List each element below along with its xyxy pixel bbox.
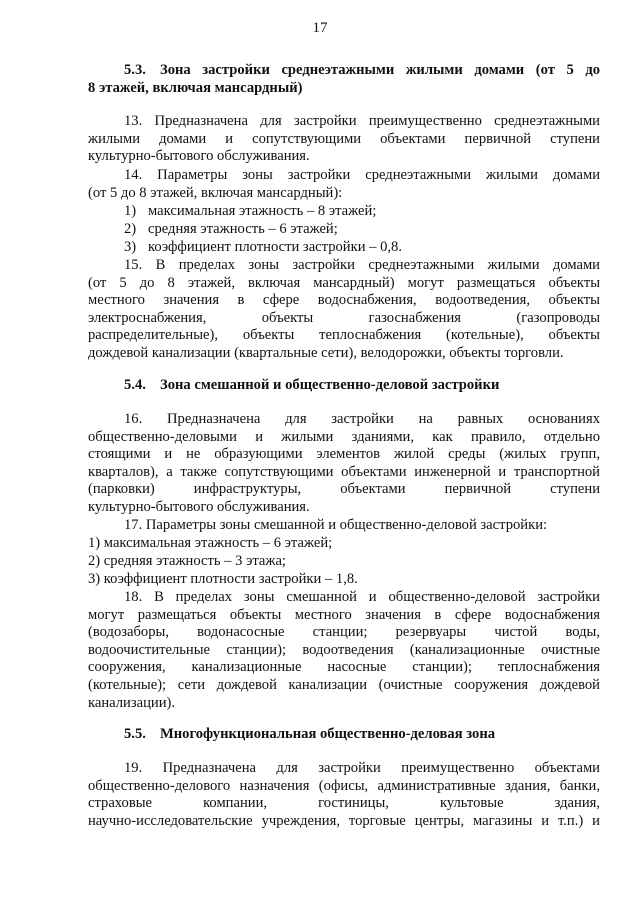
section-5-4-heading [88,377,600,395]
list-item: 2) средняя этажность – 6 этажей; [124,221,338,237]
page-number: 17 [312,20,328,36]
paragraph-13: 13. Предназначена для застройки преимущественно среднеэтажными жилыми домами и сопутствующими объектами первичной ступени культурно-бытового обслуживания. [88,113,600,165]
list-item: 2) средняя этажность – 3 этажа; [88,553,286,569]
section-number: 5.3. [124,62,146,78]
section-5-3-title-line-2: 8 этажей, включая мансардный) [88,79,303,96]
section-5-4-title: Зона смешанной и общественно-деловой застройки [160,377,500,393]
paragraph-17: 17. Параметры зоны смешанной и общественно-деловой застройки: [124,517,548,533]
section-number: 5.5. [124,726,146,742]
section-5-3-title-line-1: 5.3. Зона застройки среднеэтажными жилыми домами (от 5 до [124,62,600,78]
list-item: 3) коэффициент плотности застройки – 1,8. [88,571,358,587]
paragraph-18: 18. В пределах зоны смешанной и общественно-деловой застройки могут размещаться объекты местного значения в сфере водоснабжения (водозаборы, водонасосные станции; резервуары чистой воды, водоочистительные станции); водоотведения (канализационные очистные сооружения, канализационные насосные станции); теплоснабжения (котельные); сети дождевой канализации (очистные сооружения дождевой канализации). [88,589,600,711]
paragraph-16: 16. Предназначена для застройки на равных основаниях общественно-деловыми и жилыми зданиями, как правило, отдельно стоящими и не образующими элементов жилой среды (жилых групп, кварталов), а также сопутствующими объектами инженерной и транспортной (парковки) инфраструктуры, объектами первичной ступени культурно-бытового обслуживания. [88,411,600,515]
list-item: 3) коэффициент плотности застройки – 0,8. [124,239,402,255]
section-number: 5.4. [124,377,146,393]
section-5-3-heading [88,62,600,97]
paragraph-14: 14. Параметры зоны застройки среднеэтажными жилыми домами (от 5 до 8 этажей, включая мансардный): [88,167,600,201]
list-item: 1) максимальная этажность – 8 этажей; [124,203,377,219]
paragraph-15: 15. В пределах зоны застройки среднеэтажными жилыми домами (от 5 до 8 этажей, включая мансардный) могут размещаться объекты местного значения в сфере водоснабжения, водоотведения, объекты электроснабжения, объекты газоснабжения (газопроводы распределительные), объекты теплоснабжения (котельные), объекты дождевой канализации (квартальные сети), велодорожки, объекты торговли. [88,257,600,361]
section-5-5-title: Многофункциональная общественно-деловая зона [160,726,496,742]
list-item: 1) максимальная этажность – 6 этажей; [88,535,333,551]
section-5-5-heading [88,726,600,744]
paragraph-19: 19. Предназначена для застройки преимущественно объектами общественно-делового назначения (офисы, административные здания, банки, страховые компании, гостиницы, культовые здания, научно-исследовательские учреждения, торговые центры, магазины и т.п.) и [88,760,600,829]
